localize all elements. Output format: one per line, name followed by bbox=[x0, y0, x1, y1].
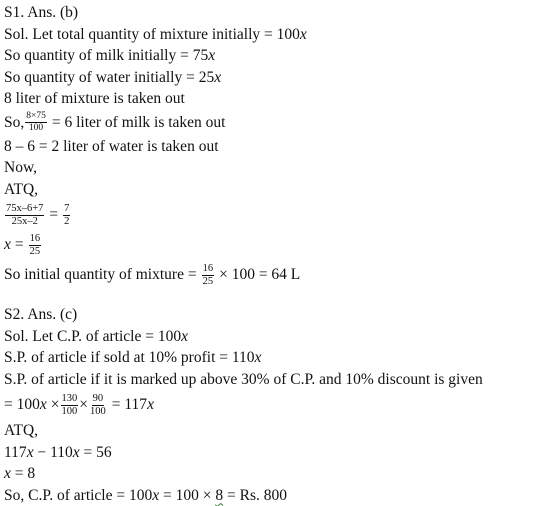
s1-line-4: 8 liter of mixture is taken out bbox=[4, 88, 533, 110]
s1-line-6: 8 – 6 = 2 liter of water is taken out bbox=[4, 136, 533, 158]
s1-result: So initial quantity of mixture = $\frac{16}{25}$ × 100 = 64 L bbox=[4, 260, 533, 290]
fraction: $\frac{8\times 75}{100}$ bbox=[25, 111, 47, 134]
fraction: $\frac{16}{25}$ bbox=[29, 233, 42, 258]
s1-line-5: So, $\frac{8\times 75}{100}$ = 6 liter of milk is taken out bbox=[4, 110, 533, 136]
s1-equation: $\frac{75x-6+7}{25x-2}$ = $\frac{7}{2}$ bbox=[4, 200, 533, 230]
s2-line-6: 117x − 110x = 56 bbox=[4, 442, 533, 464]
s2-line-7: x = 8 bbox=[4, 463, 533, 485]
s2-line-2: S.P. of article if sold at 10% profit = 110x bbox=[4, 347, 533, 369]
s2-line-3: S.P. of article if it is marked up above 30% of C.P. and 10% discount is given bbox=[4, 369, 533, 391]
s1-line-2: So quantity of milk initially = 75x bbox=[4, 45, 533, 67]
fraction: $\frac{90}{100}$ bbox=[89, 393, 107, 418]
s2-heading: S2. Ans. (c) bbox=[4, 304, 533, 326]
fraction: $\frac{7}{2}$ bbox=[63, 203, 70, 228]
s2-line-5: ATQ, bbox=[4, 420, 533, 442]
s1-line-3: So quantity of water initially = 25x bbox=[4, 67, 533, 89]
s2-line-4: = 100 x × $\frac{130}{100}$ × $\frac{90}{100}$ = 117 x bbox=[4, 390, 533, 420]
s2-line-1: Sol. Let C.P. of article = 100x bbox=[4, 326, 533, 348]
s1-line-1: Sol. Let total quantity of mixture initially = 100x bbox=[4, 24, 533, 46]
fraction: $\frac{16}{25}$ bbox=[202, 263, 215, 288]
s2-line-8: So, C.P. of article = 100x = 100 × 8 = Rs. 800 bbox=[4, 485, 533, 506]
s1-line-8: ATQ, bbox=[4, 179, 533, 201]
spellcheck-underline: 8 bbox=[215, 487, 223, 504]
s1-line-7: Now, bbox=[4, 157, 533, 179]
fraction: $\frac{130}{100}$ bbox=[61, 393, 79, 418]
s1-x-value: x = $\frac{16}{25}$ bbox=[4, 230, 533, 260]
fraction: $\frac{75x-6+7}{25x-2}$ bbox=[5, 203, 44, 228]
s1-heading: S1. Ans. (b) bbox=[4, 2, 533, 24]
